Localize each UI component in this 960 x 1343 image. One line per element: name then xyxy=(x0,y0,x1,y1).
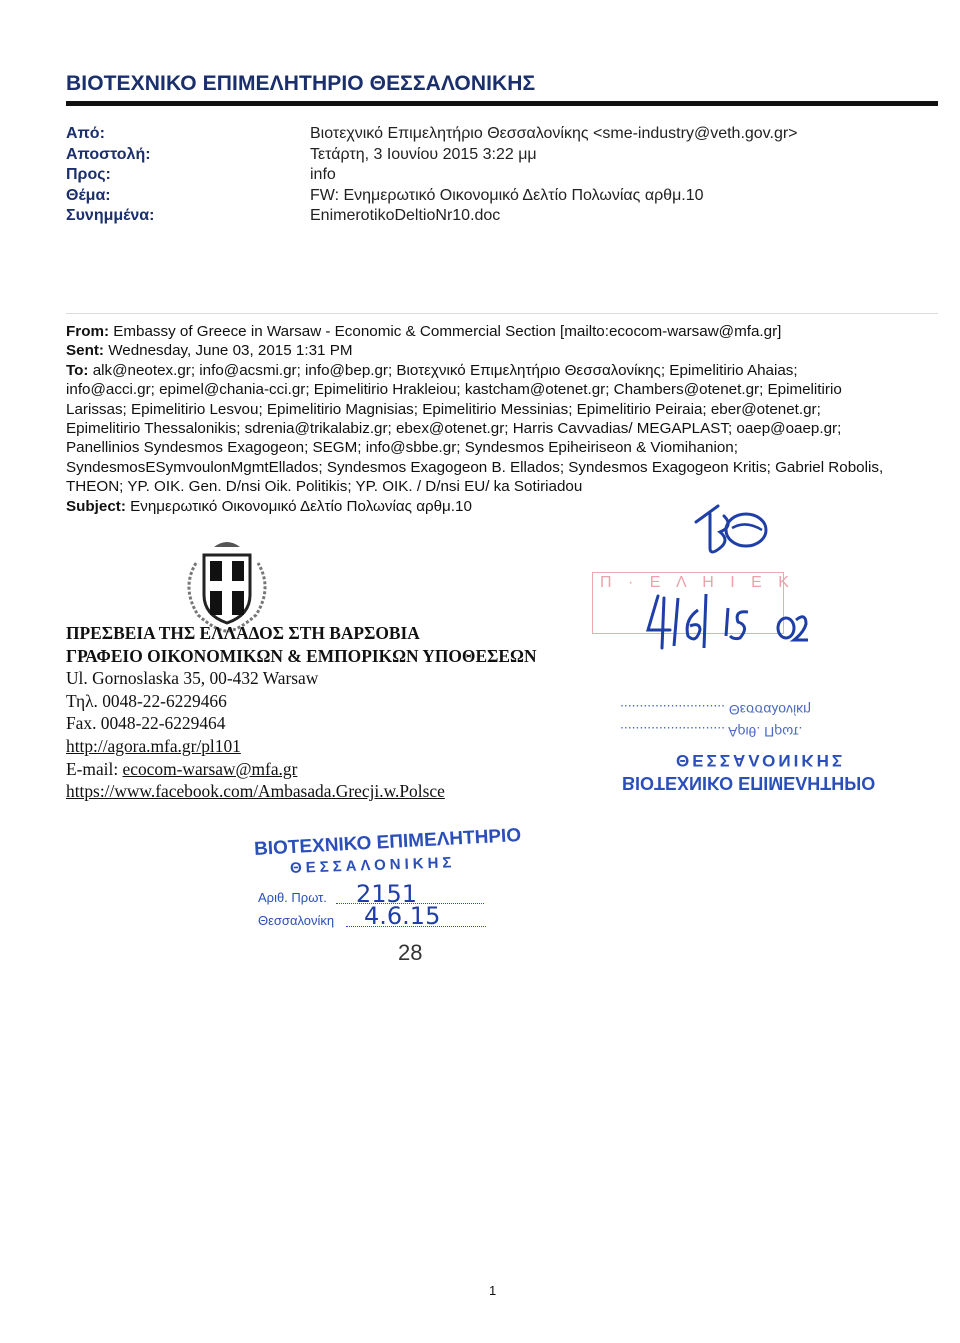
fwd-to-line-2: info@acci.gr; epimel@chania-cci.gr; Epimelitirio Hrakleiou; kastcham@otenet.gr; Chambers@otenet.gr; Epimelitirio xyxy=(66,381,842,399)
header-label-from: Από: xyxy=(66,125,105,142)
fwd-sent-line xyxy=(66,341,938,360)
email-prefix: E-mail: xyxy=(66,758,123,779)
red-stamp-text: Π · Ε Λ Η Ι Ε Κ xyxy=(600,574,795,591)
embassy-web-link[interactable]: http://agora.mfa.gr/pl101 xyxy=(66,735,241,756)
stamp-line1: ΒΙΟΤΕΧΝΙΚΟ ΕΠΙΜΕΛΗΤΗΡΙΟ xyxy=(253,825,522,860)
embassy-office: ΓΡΑΦΕΙΟ ΟΙΚΟΝΟΜΙΚΩΝ & ΕΜΠΟΡΙΚΩΝ ΥΠΟΘΕΣΕΩΝ xyxy=(66,645,537,666)
stamp-prot-handwritten: 2151 xyxy=(356,880,418,908)
fwd-from-line xyxy=(66,322,938,341)
fwd-to-label: To: xyxy=(66,361,89,379)
stamp-prot-label: Αριθ. Πρωτ. xyxy=(258,890,327,905)
embassy-email-link[interactable]: ecocom-warsaw@mfa.gr xyxy=(122,758,298,779)
header-value-sent: Τετάρτη, 3 Ιουνίου 2015 3:22 μμ xyxy=(310,145,537,163)
fwd-to-line xyxy=(66,361,938,380)
embassy-email-line xyxy=(66,758,537,781)
header-value-subject: FW: Ενημερωτικό Οικονομικό Δελτίο Πολωνίας αρθμ.10 xyxy=(310,186,704,204)
page-number: 1 xyxy=(489,1283,497,1298)
coat-of-arms-emblem xyxy=(176,533,278,635)
header-label-subject: Θέμα: xyxy=(66,186,111,204)
embassy-name: ΠΡΕΣΒΕΙΑ ΤΗΣ ΕΛΛΑΔΟΣ ΣΤΗ ΒΑΡΣΟΒΙΑ xyxy=(66,623,420,643)
fwd-to-line-6: SyndesmosESymvoulonMgmtEllados; Syndesmos Exagogeon B. Ellados; Syndesmos Exagogeon Kritis; Gabriel Robolis, xyxy=(66,458,884,476)
header-value-from: Βιοτεχνικό Επιμελητήριο Θεσσαλονίκης <sme-industry@veth.gov.gr> xyxy=(310,125,798,142)
fwd-to-line-1: alk@neotex.gr; info@acsmi.gr; info@bep.gr; Βιοτεχνικό Επιμελητήριο Θεσσαλονίκης; Epimelitirio Ahaias; xyxy=(88,361,798,379)
fwd-to-line-7: THEON; YP. OIK. Gen. D/nsi Oik. Politikis; YP. OIK. / D/nsi EU/ ka Sotiriadou xyxy=(66,478,583,496)
fwd-subject-label: Subject: xyxy=(66,497,126,515)
fwd-to-line-3: Larissas; Epimelitirio Lesvou; Epimelitirio Magnisias; Epimelitirio Messinias; Epimelitirio Peiraia; eber@otenet.gr; xyxy=(66,400,821,418)
header-label-attachments: Συνημμένα: xyxy=(66,207,155,224)
handwritten-note: 28 xyxy=(398,940,423,965)
fwd-from-label: From: xyxy=(66,323,110,340)
mirrored-stamp-line3: ΘΕΣΣΑΛΟΝΙΚΗΣ xyxy=(676,751,846,770)
header-label-sent: Αποστολή: xyxy=(66,145,151,163)
fwd-subject-line xyxy=(66,497,938,516)
mirrored-stamp-line2: ........................... Αριθ. Πρωτ. xyxy=(620,724,803,740)
header-value-to: info xyxy=(310,166,336,183)
embassy-address: Ul. Gornoslaska 35, 00-432 Warsaw xyxy=(66,668,319,689)
fwd-from-value: Embassy of Greece in Warsaw - Economic & Commercial Section [mailto:ecocom-warsaw@mfa.gr] xyxy=(109,323,782,340)
title-rule xyxy=(66,101,938,106)
fwd-to-line-4: Epimelitirio Thessalonikis; sdrenia@trikalabiz.gr; ebex@otenet.gr; Harris Cavvadias/ MEGAPLAST; oaep@oaep.gr; xyxy=(66,420,842,438)
handwritten-date xyxy=(640,590,770,656)
mirrored-stamp-line4: ΒΙΟΤΕΧΝΙΚΟ ΕΠΙΜΕΛΗΤΗΡΙΟ xyxy=(622,773,876,793)
handwritten-month xyxy=(776,606,810,644)
mirrored-stamp-line1: ........................... Θεσσαλονίκη xyxy=(620,702,811,718)
embassy-tel: Τηλ. 0048-22-6229466 xyxy=(66,690,227,711)
document-title: ΒΙΟΤΕΧΝΙΚΟ ΕΠΙΜΕΛΗΤΗΡΙΟ ΘΕΣΣΑΛΟΝΙΚΗΣ xyxy=(66,72,536,95)
header-value-attachments: EnimerotikoDeltioNr10.doc xyxy=(310,207,501,224)
stamp-date-handwritten: 4.6.15 xyxy=(364,902,441,930)
handwritten-initials xyxy=(690,500,772,558)
separator xyxy=(66,313,938,314)
fwd-sent-value: Wednesday, June 03, 2015 1:31 PM xyxy=(103,342,353,360)
fwd-sent-label: Sent: xyxy=(66,342,104,360)
stamp-line2: ΘΕΣΣΑΛΟΝΙΚΗΣ xyxy=(289,854,456,877)
stamp-city-label: Θεσσαλονίκη xyxy=(258,913,335,928)
header-label-to: Προς: xyxy=(66,166,111,183)
fwd-to-line-5: Panellinios Syndesmos Exagogeon; SEGM; info@sbbe.gr; Syndesmos Epiheiriseon & Viomihanion; xyxy=(66,439,738,457)
forwarded-header xyxy=(66,322,938,516)
embassy-fax: Fax. 0048-22-6229464 xyxy=(66,713,226,734)
fwd-subject-value: Ενημερωτικό Οικονομικό Δελτίο Πολωνίας αρθμ.10 xyxy=(125,497,472,515)
embassy-signature xyxy=(66,622,537,803)
embassy-facebook-link[interactable]: https://www.facebook.com/Ambasada.Grecji.w.Polsce xyxy=(66,781,445,802)
